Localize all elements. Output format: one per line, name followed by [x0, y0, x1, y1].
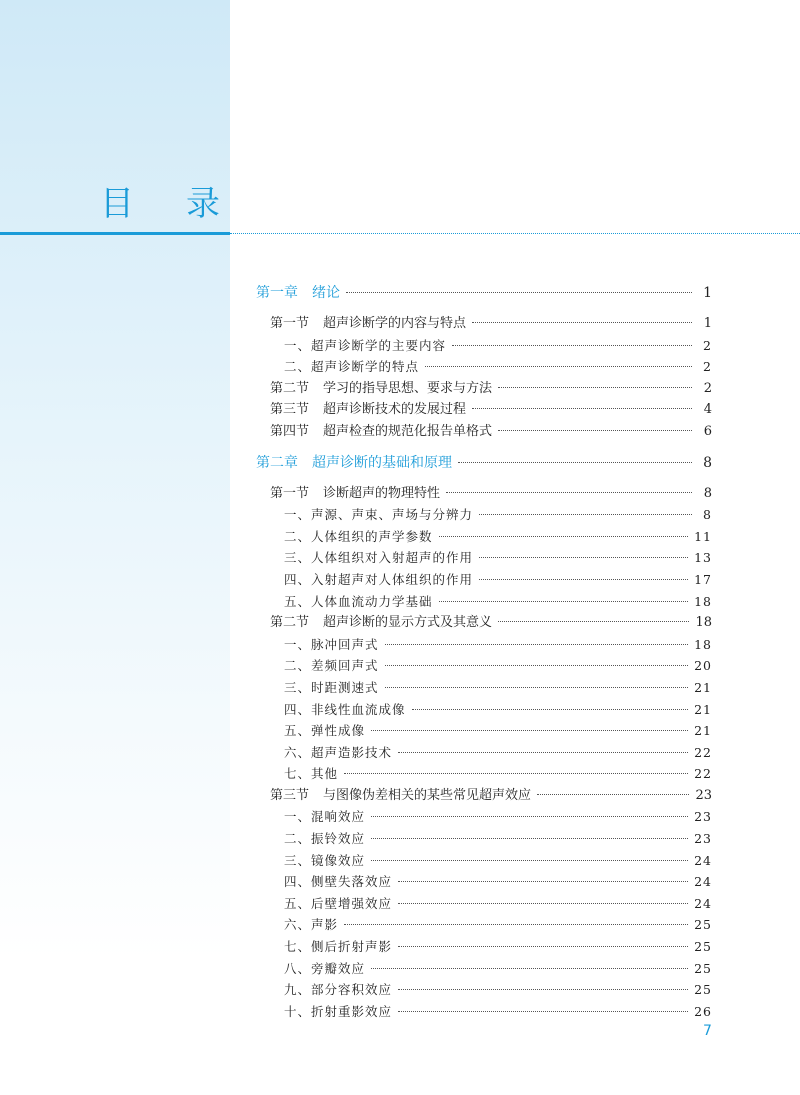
toc-section-entry[interactable] — [256, 313, 712, 335]
toc-entry-number: 第一章 — [256, 285, 298, 301]
toc-entry-title: 五、人体血流动力学基础 — [284, 593, 433, 609]
dot-leader — [385, 687, 689, 688]
toc-entry-label — [284, 806, 365, 828]
toc-item-entry[interactable] — [256, 356, 712, 378]
dot-leader — [398, 989, 688, 990]
toc-entry-title: 超声检查的规范化报告单格式 — [323, 423, 493, 439]
dot-leader — [498, 621, 689, 622]
toc-entry-page: 8 — [703, 485, 712, 501]
toc-entry-label — [284, 720, 365, 742]
toc-section-entry[interactable] — [256, 378, 712, 400]
toc-entry-label — [256, 451, 452, 475]
toc-entry-title: 七、其他 — [284, 766, 339, 782]
toc-item-entry[interactable] — [256, 936, 712, 958]
toc-entry-title: 二、差频回声式 — [284, 658, 379, 674]
toc-entry-title: 十、折射重影效应 — [284, 1003, 393, 1019]
dot-leader — [371, 968, 688, 969]
toc-item-entry[interactable] — [256, 763, 712, 785]
dot-leader — [371, 816, 688, 817]
toc-entry-title: 三、时距测速式 — [284, 679, 379, 695]
toc-section-entry[interactable] — [256, 785, 712, 807]
toc-entry-label — [284, 591, 433, 613]
toc-entry-page: 18 — [695, 615, 712, 631]
toc-entry-label — [284, 828, 365, 850]
title-char-right: 录 — [186, 184, 220, 224]
toc-entry-label — [284, 958, 365, 980]
toc-entry-title: 七、侧后折射声影 — [284, 939, 393, 955]
toc-entry-page: 18 — [694, 593, 712, 609]
toc-entry-title: 学习的指导思想、要求与方法 — [323, 380, 493, 396]
toc-item-entry[interactable] — [256, 699, 712, 721]
toc-entry-title: 超声诊断技术的发展过程 — [323, 402, 467, 418]
toc-item-entry[interactable] — [256, 893, 712, 915]
toc-entry-number: 第四节 — [270, 423, 310, 439]
toc-item-entry[interactable] — [256, 547, 712, 569]
toc-item-entry[interactable] — [256, 677, 712, 699]
toc-entry-page: 2 — [703, 380, 712, 396]
dot-leader — [452, 345, 692, 346]
dot-leader — [398, 946, 688, 947]
toc-entry-page: 25 — [694, 917, 712, 933]
dot-leader — [458, 462, 692, 463]
toc-entry-page: 23 — [695, 787, 712, 803]
toc-entry-label — [284, 871, 392, 893]
dot-leader — [479, 514, 692, 515]
toc-entry-label — [284, 569, 473, 591]
dot-leader — [479, 557, 688, 558]
toc-entry-title: 四、侧壁失落效应 — [284, 874, 393, 890]
toc-entry-label — [284, 742, 392, 764]
toc-section-entry[interactable] — [256, 421, 712, 443]
dot-leader — [472, 322, 692, 323]
toc-entry-label — [284, 504, 473, 526]
toc-item-entry[interactable] — [256, 742, 712, 764]
toc-entry-title: 一、混响效应 — [284, 809, 366, 825]
toc-entry-page: 2 — [703, 359, 712, 375]
toc-item-entry[interactable] — [256, 504, 712, 526]
toc-entry-title: 四、非线性血流成像 — [284, 701, 406, 717]
title-underline — [0, 232, 230, 235]
toc-entry-title: 诊断超声的物理特性 — [323, 485, 441, 501]
toc-section-entry[interactable] — [256, 399, 712, 421]
dot-leader — [398, 1011, 688, 1012]
toc-entry-title: 二、人体组织的声学参数 — [284, 528, 433, 544]
dot-leader — [412, 709, 689, 710]
toc-item-entry[interactable] — [256, 526, 712, 548]
dot-leader — [425, 366, 692, 367]
toc-entry-number: 第三节 — [270, 787, 310, 803]
toc-entry-page: 24 — [694, 852, 712, 868]
toc-item-entry[interactable] — [256, 634, 712, 656]
dot-leader — [439, 601, 689, 602]
toc-entry-page: 26 — [694, 1003, 712, 1019]
dot-leader — [398, 903, 688, 904]
toc-chapter-entry[interactable] — [256, 281, 712, 305]
title-dotted-rule — [230, 233, 800, 234]
dot-leader — [537, 794, 689, 795]
toc-item-entry[interactable] — [256, 850, 712, 872]
toc-entry-label — [256, 281, 340, 305]
toc-entry-title: 与图像伪差相关的某些常见超声效应 — [323, 787, 532, 803]
toc-item-entry[interactable] — [256, 979, 712, 1001]
toc-entry-title: 绪论 — [312, 285, 340, 301]
toc-entry-label — [270, 378, 492, 400]
toc-entry-number: 第一节 — [270, 316, 310, 331]
toc-entry-label — [284, 677, 379, 699]
dot-leader — [479, 579, 688, 580]
toc-entry-title: 三、镜像效应 — [284, 852, 366, 868]
toc-entry-page: 23 — [694, 831, 712, 847]
toc-item-entry[interactable] — [256, 871, 712, 893]
dot-leader — [498, 430, 692, 431]
toc-entry-page: 22 — [694, 766, 712, 782]
toc-entry-label — [284, 356, 419, 378]
toc-entry-label — [270, 421, 492, 443]
toc-item-entry[interactable] — [256, 655, 712, 677]
toc-entry-title: 四、入射超声对人体组织的作用 — [284, 571, 474, 587]
toc-entry-label — [284, 936, 392, 958]
dot-leader — [371, 730, 688, 731]
toc-entry-page: 8 — [703, 507, 712, 523]
toc-item-entry[interactable] — [256, 569, 712, 591]
toc-entry-page: 1 — [703, 316, 712, 331]
toc-item-entry[interactable] — [256, 335, 712, 357]
page-number: 7 — [703, 1023, 712, 1039]
toc-section-entry[interactable] — [256, 483, 712, 505]
toc-entry-label — [284, 1001, 392, 1023]
toc-entry-page: 6 — [703, 423, 712, 439]
toc-entry-page: 17 — [694, 571, 712, 587]
toc-entry-page: 22 — [694, 744, 712, 760]
dot-leader — [446, 492, 692, 493]
dot-leader — [344, 773, 688, 774]
toc-entry-page: 20 — [694, 658, 712, 674]
toc-entry-title: 一、超声诊断学的主要内容 — [284, 337, 447, 353]
dot-leader — [472, 408, 692, 409]
toc-entry-title: 超声诊断的基础和原理 — [312, 454, 452, 471]
toc-entry-page: 1 — [703, 285, 712, 301]
toc-item-entry[interactable] — [256, 1001, 712, 1023]
toc-entry-number: 第二节 — [270, 380, 310, 396]
toc-entry-label — [284, 699, 406, 721]
toc-entry-page: 24 — [694, 874, 712, 890]
dot-leader — [498, 387, 692, 388]
toc-entry-page: 21 — [694, 723, 712, 739]
toc-entry-label — [284, 893, 392, 915]
toc-entry-page: 25 — [694, 960, 712, 976]
toc-entry-page: 11 — [694, 528, 712, 544]
toc-entry-title: 超声诊断学的内容与特点 — [323, 316, 467, 331]
toc-entry-number: 第二章 — [256, 454, 298, 471]
toc-entry-title: 六、超声造影技术 — [284, 744, 393, 760]
toc-entry-page: 4 — [703, 402, 712, 418]
toc-entry-title: 超声诊断的显示方式及其意义 — [323, 615, 493, 631]
toc-item-entry[interactable] — [256, 914, 712, 936]
toc-entry-label — [284, 547, 473, 569]
toc-entry-title: 八、旁瓣效应 — [284, 960, 366, 976]
page-title — [100, 176, 220, 225]
toc-item-entry[interactable] — [256, 806, 712, 828]
toc-item-entry[interactable] — [256, 720, 712, 742]
dot-leader — [344, 924, 688, 925]
toc-entry-title: 五、弹性成像 — [284, 723, 366, 739]
toc-entry-title: 三、人体组织对入射超声的作用 — [284, 550, 474, 566]
toc-item-entry[interactable] — [256, 958, 712, 980]
dot-leader — [398, 752, 688, 753]
toc-entry-label — [284, 914, 338, 936]
toc-entry-number: 第一节 — [270, 485, 310, 501]
toc-entry-label — [270, 313, 466, 335]
table-of-contents — [256, 281, 712, 1022]
toc-entry-label — [284, 655, 379, 677]
toc-entry-title: 二、超声诊断学的特点 — [284, 359, 420, 375]
dot-leader — [439, 536, 689, 537]
toc-entry-page: 18 — [694, 636, 712, 652]
toc-entry-page: 25 — [694, 982, 712, 998]
toc-entry-title: 五、后壁增强效应 — [284, 895, 393, 911]
toc-entry-title: 二、振铃效应 — [284, 831, 366, 847]
dot-leader — [346, 292, 692, 293]
dot-leader — [385, 665, 689, 666]
dot-leader — [371, 838, 688, 839]
toc-entry-page: 24 — [694, 895, 712, 911]
toc-entry-title: 一、脉冲回声式 — [284, 636, 379, 652]
dot-leader — [398, 881, 688, 882]
toc-item-entry[interactable] — [256, 591, 712, 613]
side-panel — [0, 0, 230, 960]
toc-entry-label — [284, 979, 392, 1001]
toc-entry-title: 一、声源、声束、声场与分辨力 — [284, 507, 474, 523]
toc-item-entry[interactable] — [256, 828, 712, 850]
toc-entry-label — [284, 634, 379, 656]
toc-entry-label — [270, 785, 531, 807]
title-char-left: 目 — [100, 184, 134, 224]
dot-leader — [385, 644, 689, 645]
toc-entry-label — [270, 612, 492, 634]
toc-entry-page: 23 — [694, 809, 712, 825]
toc-entry-title: 九、部分容积效应 — [284, 982, 393, 998]
toc-entry-page: 25 — [694, 939, 712, 955]
toc-entry-label — [270, 483, 440, 505]
toc-entry-page: 13 — [694, 550, 712, 566]
toc-entry-page: 8 — [703, 454, 712, 471]
toc-entry-label — [270, 399, 466, 421]
toc-entry-label — [284, 763, 338, 785]
toc-entry-number: 第三节 — [270, 402, 310, 418]
toc-chapter-entry[interactable] — [256, 451, 712, 475]
dot-leader — [371, 860, 688, 861]
toc-entry-number: 第二节 — [270, 615, 310, 631]
toc-entry-label — [284, 335, 446, 357]
toc-entry-page: 21 — [694, 701, 712, 717]
toc-entry-page: 21 — [694, 679, 712, 695]
toc-entry-page: 2 — [703, 337, 712, 353]
toc-entry-title: 六、声影 — [284, 917, 339, 933]
toc-entry-label — [284, 526, 433, 548]
toc-entry-label — [284, 850, 365, 872]
toc-section-entry[interactable] — [256, 612, 712, 634]
